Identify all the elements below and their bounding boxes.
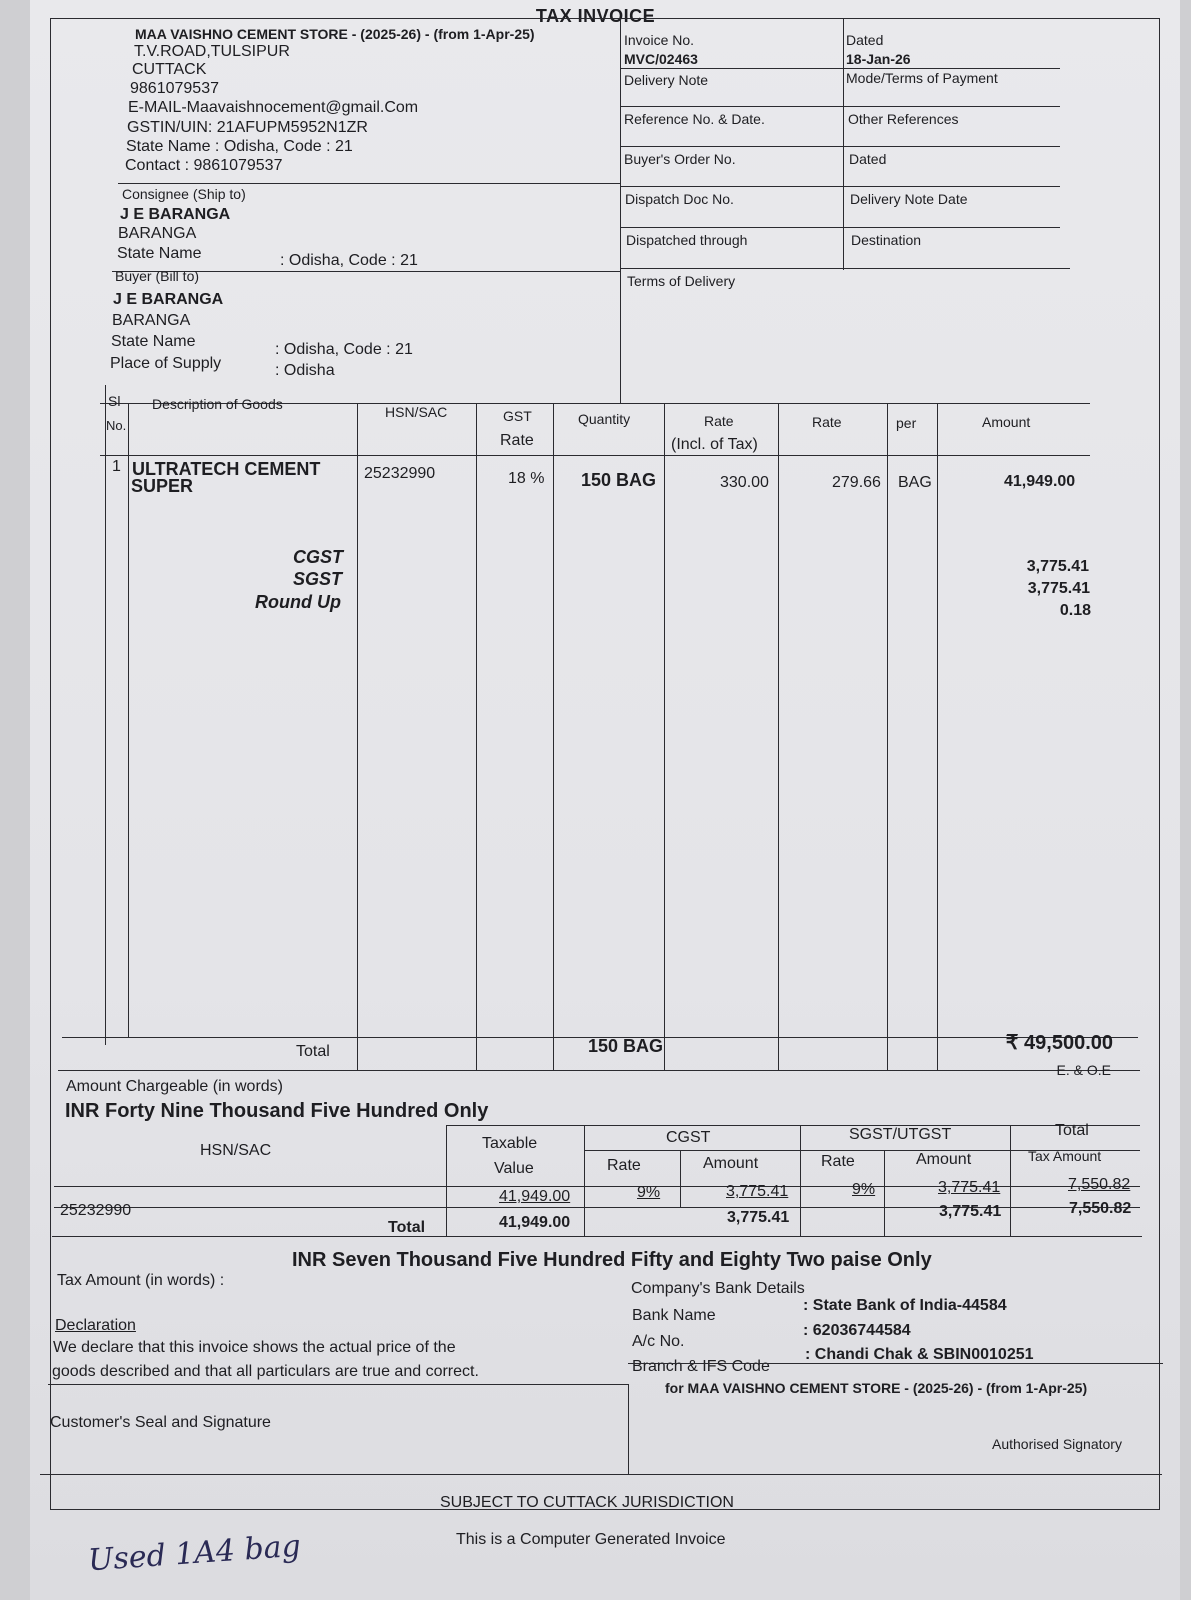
- total-label: Total: [296, 1043, 330, 1060]
- col-rate-header: Rate: [812, 414, 842, 430]
- divider: [128, 403, 129, 1037]
- bank-branch-label: Branch & IFS Code: [632, 1358, 770, 1375]
- cgst-rate-header: Rate: [607, 1157, 641, 1174]
- jurisdiction-note: SUBJECT TO CUTTACK JURISDICTION: [440, 1494, 734, 1511]
- buyer-pos-value: : Odisha: [275, 362, 335, 379]
- buyer-pos-label: Place of Supply: [110, 355, 222, 372]
- bank-title: Company's Bank Details: [631, 1280, 805, 1297]
- dated-label: Dated: [846, 32, 884, 48]
- hsn-row-sgst-rate: 9%: [852, 1181, 876, 1198]
- delivery-note-label: Delivery Note: [624, 72, 709, 88]
- item-rate-incl: 330.00: [720, 474, 769, 491]
- hsn-total-cgst-amount: 3,775.41: [727, 1209, 790, 1226]
- tax-words-label: Tax Amount (in words) :: [57, 1272, 225, 1289]
- divider: [48, 1384, 628, 1385]
- divider: [620, 268, 1070, 269]
- col-sl-header: Sl: [108, 393, 121, 409]
- seller-address1: T.V.ROAD,TULSIPUR: [134, 43, 290, 60]
- sgst-label: SGST: [292, 569, 342, 589]
- bank-ac-value: : 62036744584: [803, 1322, 911, 1339]
- col-per-header: per: [896, 415, 917, 431]
- divider: [843, 18, 844, 270]
- hsn-row-sgst-amount: 3,775.41: [938, 1179, 1001, 1196]
- buyer-name: J E BARANGA: [113, 291, 224, 308]
- eoe-note: E. & O.E: [1056, 1062, 1111, 1078]
- col-hsn-header: HSN/SAC: [385, 404, 448, 420]
- dated2-label: Dated: [849, 151, 887, 167]
- divider: [628, 1363, 1163, 1364]
- buyer-label: Buyer (Bill to): [115, 268, 200, 284]
- col-desc-header: Description of Goods: [152, 396, 283, 412]
- terms-of-delivery-label: Terms of Delivery: [627, 273, 736, 289]
- hsn-col-header: HSN/SAC: [200, 1142, 272, 1159]
- total-amount: ₹ 49,500.00: [1005, 1032, 1113, 1054]
- amount-words-value: INR Forty Nine Thousand Five Hundred Only: [65, 1100, 489, 1122]
- invoice-no-label: Invoice No.: [624, 32, 695, 48]
- divider: [884, 1150, 885, 1236]
- col-no-header: No.: [106, 418, 127, 433]
- tax-amount-col-header: Tax Amount: [1028, 1148, 1102, 1164]
- sgst-amount: 3,775.41: [1027, 580, 1090, 597]
- authorised-signatory-label: Authorised Signatory: [992, 1436, 1122, 1452]
- tax-words-value: INR Seven Thousand Five Hundred Fifty and Eighty Two paise Only: [292, 1249, 932, 1271]
- hsn-total-label: Total: [388, 1219, 426, 1236]
- divider: [105, 385, 106, 1045]
- cgst-col-header: CGST: [666, 1129, 711, 1146]
- item-sl: 1: [112, 458, 121, 475]
- divider: [620, 68, 1060, 69]
- dispatched-through-label: Dispatched through: [626, 232, 748, 248]
- seller-gstin: GSTIN/UIN: 21AFUPM5952N1ZR: [127, 119, 368, 136]
- bank-branch-value: : Chandi Chak & SBIN0010251: [805, 1346, 1034, 1363]
- bank-name-label: Bank Name: [632, 1307, 716, 1324]
- total-quantity: 150 BAG: [588, 1036, 664, 1056]
- amount-words-label: Amount Chargeable (in words): [66, 1078, 283, 1095]
- divider: [664, 403, 665, 1070]
- customer-signature-label: Customer's Seal and Signature: [50, 1414, 271, 1431]
- hsn-row-total: 7,550.82: [1068, 1176, 1131, 1193]
- round-up-amount: 0.18: [1059, 602, 1091, 619]
- for-company-label: for MAA VAISHNO CEMENT STORE - (2025-26) - (from 1-Apr-25): [665, 1380, 1088, 1396]
- divider: [778, 403, 779, 1070]
- seller-address2: CUTTACK: [132, 61, 207, 78]
- cgst-label: CGST: [292, 547, 343, 567]
- total-col-header: Total: [1055, 1122, 1089, 1139]
- item-quantity: 150 BAG: [581, 470, 657, 490]
- invoice-no-value: MVC/02463: [624, 51, 698, 67]
- item-desc-line2: SUPER: [131, 476, 194, 496]
- divider: [937, 403, 938, 1070]
- consignee-name: J E BARANGA: [120, 206, 231, 223]
- divider: [100, 455, 1090, 456]
- bank-ac-label: A/c No.: [632, 1333, 685, 1350]
- sgst-col-header: SGST/UTGST: [849, 1126, 952, 1143]
- divider: [584, 1125, 585, 1236]
- taxable-col-header: Taxable: [482, 1135, 538, 1152]
- col-rate-incl-header: Rate: [704, 413, 734, 429]
- col-amount-header: Amount: [982, 414, 1031, 430]
- seller-name: MAA VAISHNO CEMENT STORE - (2025-26) - (from 1-Apr-25): [135, 26, 535, 42]
- divider: [620, 106, 1060, 107]
- declaration-line1: We declare that this invoice shows the actual price of the: [53, 1339, 456, 1356]
- buyer-state-value: : Odisha, Code : 21: [275, 341, 413, 358]
- divider: [628, 1384, 629, 1474]
- hsn-row-taxable: 41,949.00: [499, 1188, 571, 1205]
- col-gst-header: GST: [503, 408, 532, 424]
- reference-no-label: Reference No. & Date.: [624, 111, 765, 127]
- divider: [446, 1125, 1140, 1126]
- declaration-line2: goods described and that all particulars are true and correct.: [52, 1363, 479, 1380]
- bank-name-value: : State Bank of India-44584: [803, 1297, 1007, 1314]
- item-amount: 41,949.00: [1004, 473, 1076, 490]
- buyer-address: BARANGA: [112, 312, 191, 329]
- sgst-amount-header: Amount: [916, 1151, 972, 1168]
- hsn-total-taxable: 41,949.00: [499, 1214, 571, 1231]
- divider: [1010, 1125, 1011, 1236]
- mode-terms-label: Mode/Terms of Payment: [846, 70, 998, 86]
- other-references-label: Other References: [848, 111, 959, 127]
- hsn-row-cgst-rate: 9%: [637, 1184, 661, 1201]
- consignee-state-label: State Name: [117, 245, 202, 262]
- hsn-row-cgst-amount: 3,775.41: [726, 1183, 789, 1200]
- consignee-address: BARANGA: [118, 225, 197, 242]
- item-hsn: 25232990: [364, 465, 436, 482]
- consignee-label: Consignee (Ship to): [122, 186, 246, 202]
- item-per: BAG: [898, 474, 932, 491]
- divider: [620, 18, 621, 403]
- divider: [887, 403, 888, 1070]
- divider: [52, 1236, 1142, 1237]
- divider: [553, 403, 554, 1070]
- hsn-row-code: 25232990: [60, 1202, 132, 1219]
- divider: [620, 146, 1060, 147]
- hsn-total-sgst-amount: 3,775.41: [939, 1203, 1002, 1220]
- dated-value: 18-Jan-26: [846, 51, 911, 67]
- divider: [476, 403, 477, 1070]
- invoice-title: TAX INVOICE: [535, 6, 656, 26]
- consignee-state-value: : Odisha, Code : 21: [280, 252, 418, 269]
- sgst-rate-header: Rate: [821, 1153, 855, 1170]
- cgst-amount-header: Amount: [703, 1155, 759, 1172]
- round-up-label: Round Up: [255, 592, 341, 612]
- divider: [800, 1125, 801, 1236]
- destination-label: Destination: [851, 232, 922, 248]
- divider: [118, 183, 620, 184]
- divider: [680, 1150, 681, 1207]
- computer-generated-note: This is a Computer Generated Invoice: [456, 1531, 726, 1548]
- seller-phone: 9861079537: [130, 80, 219, 97]
- col-qty-header: Quantity: [578, 411, 631, 427]
- divider: [58, 1070, 1140, 1071]
- value-col-header: Value: [494, 1160, 534, 1177]
- buyer-state-label: State Name: [111, 333, 196, 350]
- item-rate: 279.66: [832, 474, 881, 491]
- item-gst-rate: 18 %: [508, 470, 545, 487]
- col-rate-incl-sub-header: (Incl. of Tax): [671, 436, 758, 453]
- cgst-amount: 3,775.41: [1026, 558, 1089, 575]
- delivery-note-date-label: Delivery Note Date: [850, 191, 968, 207]
- dispatch-doc-label: Dispatch Doc No.: [625, 191, 734, 207]
- divider: [446, 1125, 447, 1236]
- handwritten-note: Used 1A4 bag: [87, 1528, 302, 1579]
- col-gst-rate-header: Rate: [500, 432, 534, 449]
- divider: [40, 1474, 1162, 1475]
- hsn-total-total: 7,550.82: [1069, 1200, 1132, 1217]
- seller-email: E-MAIL-Maavaishnocement@gmail.Com: [128, 99, 419, 116]
- declaration-title: Declaration: [55, 1317, 136, 1334]
- item-desc-line1: ULTRATECH CEMENT: [132, 459, 321, 479]
- seller-contact: Contact : 9861079537: [125, 157, 283, 174]
- divider: [620, 186, 1060, 187]
- buyers-order-label: Buyer's Order No.: [624, 151, 736, 167]
- seller-state: State Name : Odisha, Code : 21: [126, 138, 353, 155]
- divider: [357, 403, 358, 1070]
- divider: [620, 227, 1060, 228]
